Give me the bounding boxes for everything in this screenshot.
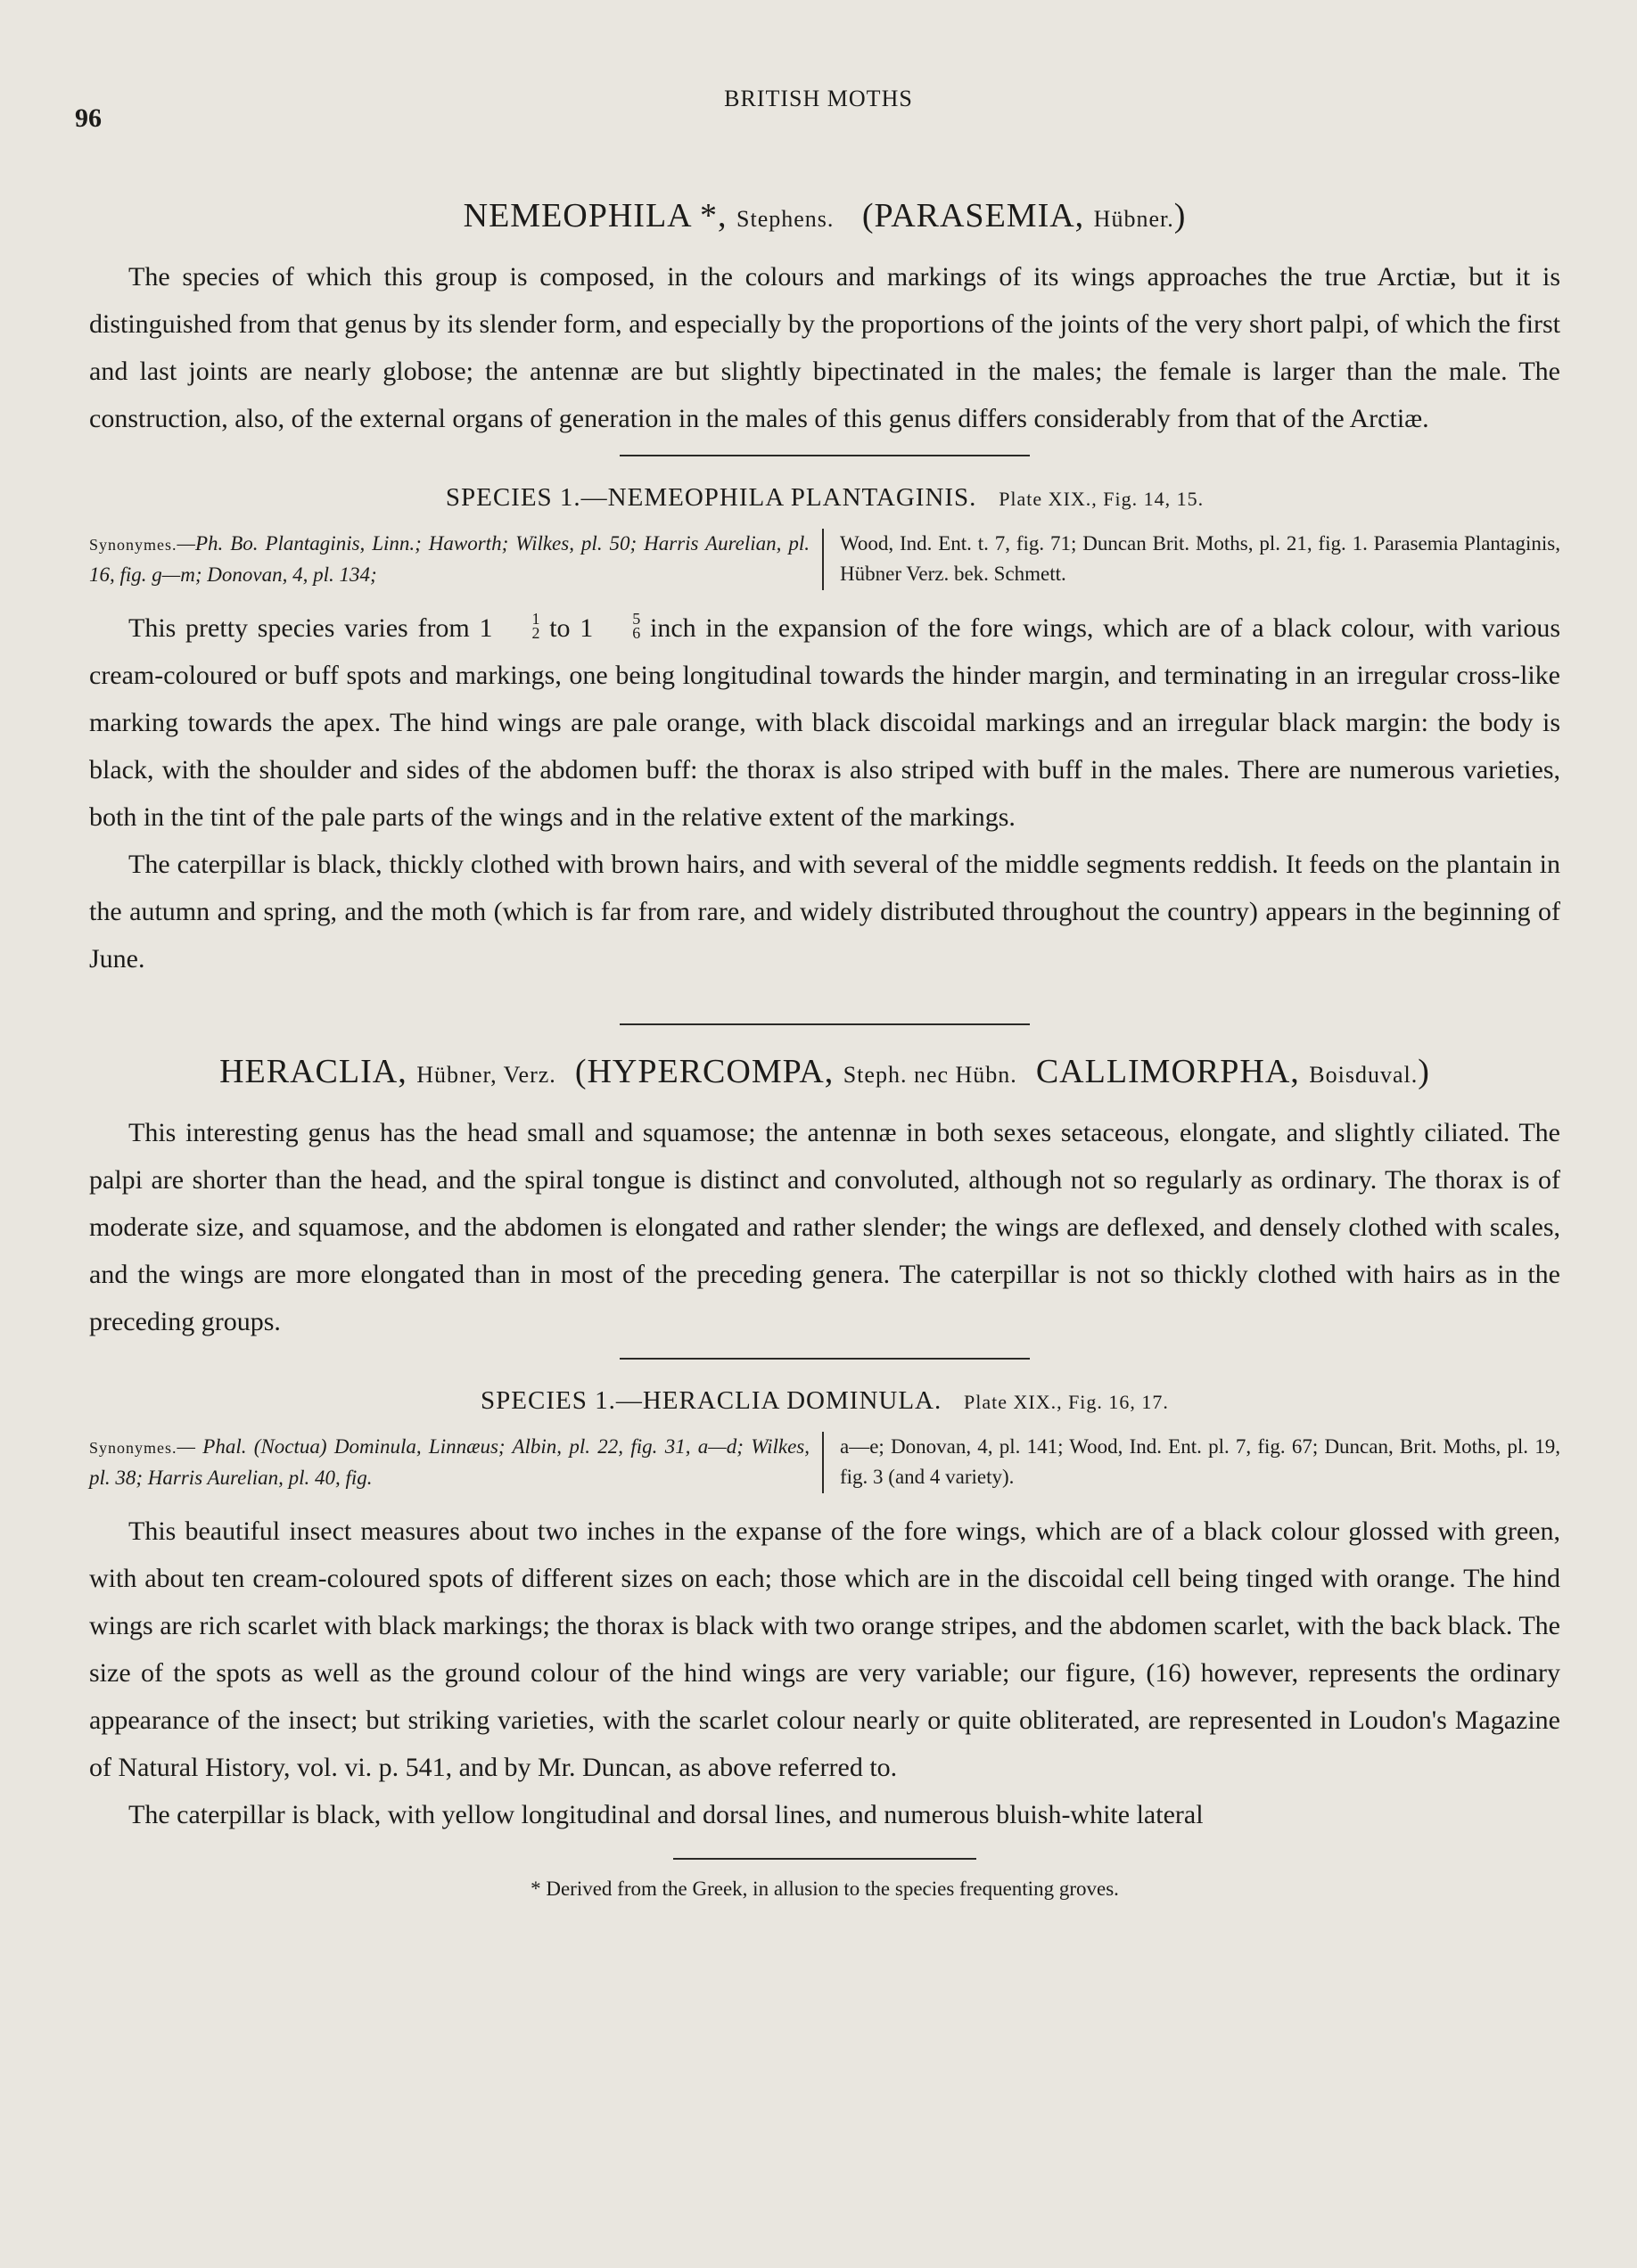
genus-heading-nemeophila <box>89 196 1560 235</box>
fraction-numerator: 5 <box>632 610 641 628</box>
genus-description: The species of which this group is composed, in the colours and markings of its wings approaches the true Arctiæ, but it is distinguished from that genus by its slender form, and especially by the proportions of the joints of the very short palpi, of which the first and last joints are nearly globose; the antennæ are but slightly bipectinated in the males; the female is larger than the male. The construction, also, of the external organs of generation in the males of this genus differs considerably from that of the Arctiæ. <box>89 262 1560 433</box>
genus-synonym-2-author: Boisduval. <box>1309 1062 1419 1088</box>
genus-close-paren: ) <box>1173 197 1187 234</box>
footnote: * Derived from the Greek, in allusion to the species frequenting groves. <box>531 1878 1119 1900</box>
synonyms-block <box>89 1432 1560 1493</box>
fraction-numerator: 1 <box>531 610 540 628</box>
synonyms-right-column: Wood, Ind. Ent. t. 7, fig. 71; Duncan Brit. Moths, pl. 21, fig. 1. Parasemia Plantaginis, Hübner Verz. bek. Schmett. <box>840 532 1560 585</box>
section-divider <box>620 1358 1030 1360</box>
page-number: 96 <box>75 103 102 133</box>
section-divider <box>620 1023 1030 1025</box>
synonyms-label: Synonymes. <box>89 1439 177 1457</box>
genus-heading-heraclia <box>89 1052 1560 1091</box>
species-title: SPECIES 1.—HERACLIA DOMINULA. <box>481 1386 942 1415</box>
synonyms-block <box>89 529 1560 590</box>
species-title: SPECIES 1.—NEMEOPHILA PLANTAGINIS. <box>445 483 977 512</box>
caterpillar-description: The caterpillar is black, thickly clothed with brown hairs, and with several of the middle segments reddish. It feeds on the plantain in the autumn and spring, and the moth (which is far from rare, and widely distributed throughout the country) appears in the beginning of June. <box>89 850 1560 974</box>
synonyms-left-column <box>89 1432 824 1493</box>
species-plate-ref: Plate XIX., Fig. 16, 17. <box>963 1391 1169 1413</box>
genus-synonym-author: Steph. nec Hübn. <box>843 1062 1017 1088</box>
synonyms-left-text: —Ph. Bo. Plantaginis, Linn.; Haworth; Wilkes, pl. 50; Harris Aurelian, pl. 16, fig. g—m; Donovan, 4, pl. 134; <box>89 532 810 586</box>
section-divider <box>620 455 1030 456</box>
genus-synonym: (HYPERCOMPA, <box>574 1053 835 1090</box>
genus-close-paren: ) <box>1418 1053 1430 1090</box>
text-run: This pretty species varies from 1 <box>128 613 493 643</box>
fraction-denominator: 2 <box>531 624 540 642</box>
genus-synonym: (PARASEMIA, <box>861 197 1085 234</box>
fraction-denominator: 6 <box>632 624 641 642</box>
running-head: BRITISH MOTHS <box>724 86 913 111</box>
genus-synonym-2: CALLIMORPHA, <box>1035 1053 1300 1090</box>
synonyms-left-column <box>89 529 824 590</box>
genus-author: Stephens. <box>736 206 835 232</box>
text-run: inch in the expansion of the fore wings, which are of a black colour, with various cream-coloured or buff spots and markings, one being longitudinal towards the hinder margin, and terminating in an irregular cross-like marking towards the apex. The hind wings are pale orange, with black discoidal markings and an irregular black margin: the body is black, with the shoulder and sides of the abdomen buff: the thorax is also striped with buff in the males. There are numerous varieties, both in the tint of the pale parts of the wings and in the relative extent of the markings. <box>89 613 1560 832</box>
species-heading-dominula <box>89 1386 1560 1416</box>
synonyms-left-text: — Phal. (Noctua) Dominula, Linnæus; Albin, pl. 22, fig. 31, a—d; Wilkes, pl. 38; Harris Aurelian, pl. 40, fig. <box>89 1435 810 1489</box>
footnote-rule <box>673 1858 976 1860</box>
species-plate-ref: Plate XIX., Fig. 14, 15. <box>999 488 1205 510</box>
caterpillar-description: The caterpillar is black, with yellow longitudinal and dorsal lines, and numerous bluish-white lateral <box>128 1800 1204 1829</box>
genus-name: NEMEOPHILA *, <box>463 197 728 234</box>
fraction-one-half <box>493 612 540 640</box>
genus-author: Hübner, Verz. <box>416 1062 556 1088</box>
species-heading-plantaginis <box>89 483 1560 513</box>
genus-description: This interesting genus has the head small and squamose; the antennæ in both sexes setaceous, elongate, and slightly ciliated. The palpi are shorter than the head, and the spiral tongue is distinct and convoluted, although not so regularly as ordinary. The thorax is of moderate size, and squamose, and the abdomen is elongated and rather slender; the wings are deflexed, and densely clothed with scales, and the wings are more elongated than in most of the preceding genera. The caterpillar is not so thickly clothed with hairs as in the preceding groups. <box>89 1118 1560 1336</box>
page-body <box>89 196 1560 1901</box>
genus-name: HERACLIA, <box>219 1053 407 1090</box>
species-description: This beautiful insect measures about two inches in the expanse of the fore wings, which are of a black colour glossed with green, with about ten cream-coloured spots of different sizes on each; those which are in the discoidal cell being tinged with orange. The hind wings are rich scarlet with black markings; the thorax is black with two orange stripes, and the abdomen scarlet, with the back black. The size of the spots as well as the ground colour of the hind wings are very variable; our figure, (16) however, represents the ordinary appearance of the insect; but striking varieties, with the scarlet colour nearly or quite obliterated, are represented in Loudon's Magazine of Natural History, vol. vi. p. 541, and by Mr. Duncan, as above referred to. <box>89 1516 1560 1782</box>
fraction-five-sixths <box>593 612 640 640</box>
synonyms-right-column: a—e; Donovan, 4, pl. 141; Wood, Ind. Ent. pl. 7, fig. 67; Duncan, Brit. Moths, pl. 19, fig. 3 (and 4 variety). <box>840 1435 1560 1488</box>
species-description <box>89 604 1560 841</box>
synonyms-label: Synonymes. <box>89 536 177 554</box>
text-run: to 1 <box>539 613 594 643</box>
genus-synonym-author: Hübner. <box>1093 206 1174 232</box>
